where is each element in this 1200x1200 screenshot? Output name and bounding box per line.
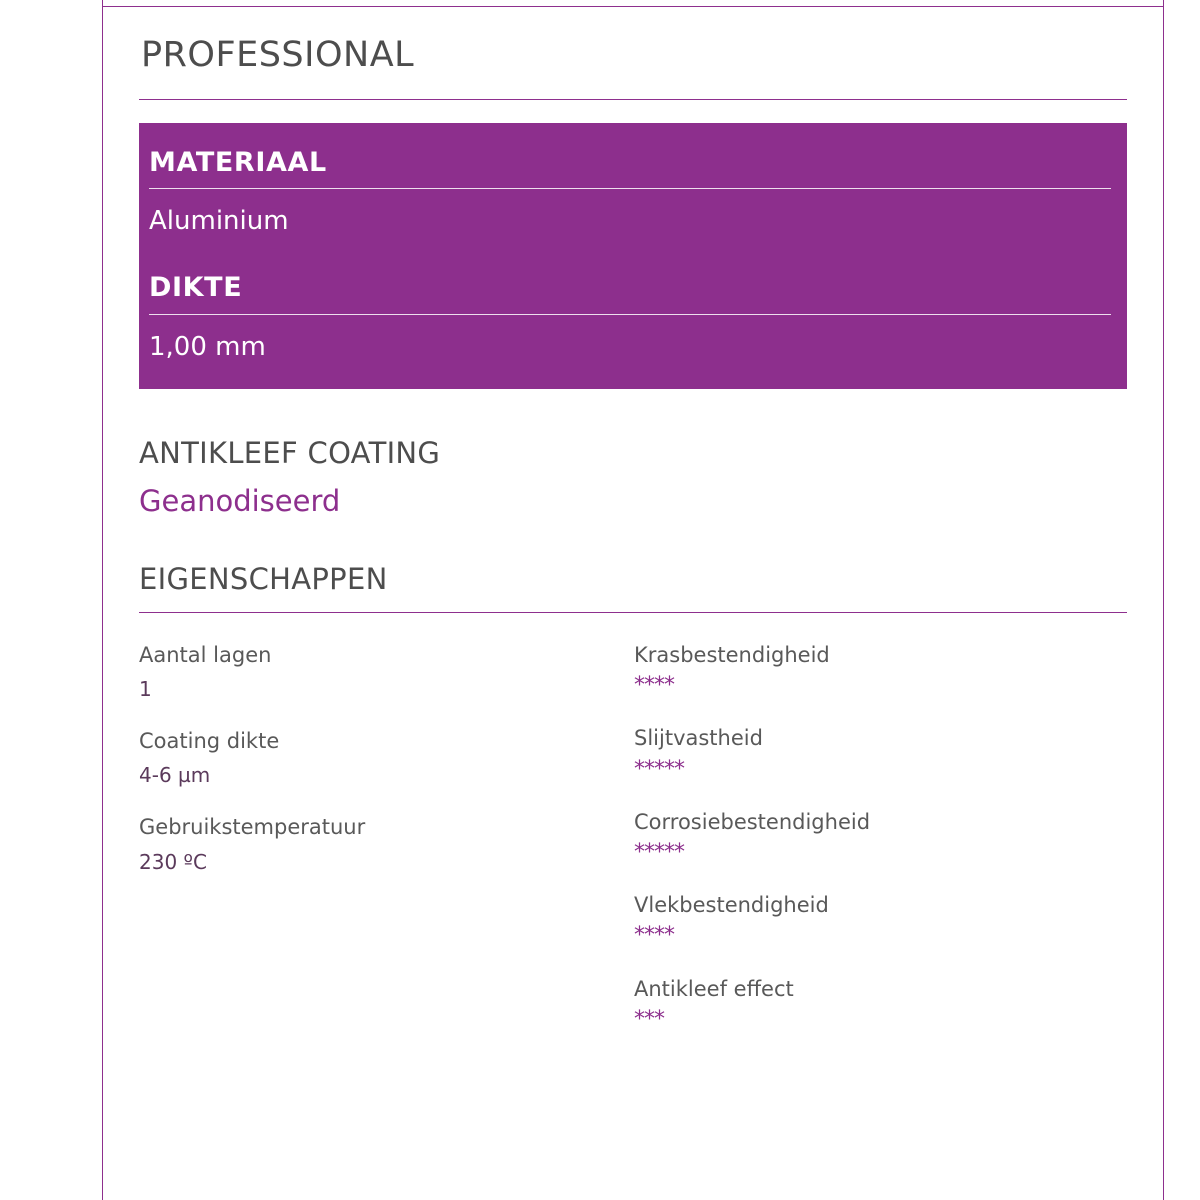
- property-item: [634, 726, 1127, 781]
- property-item: [634, 810, 1127, 865]
- content-area: [103, 0, 1163, 1200]
- property-rating-stars: ***: [634, 1006, 664, 1032]
- properties-column-right: [633, 643, 1127, 1060]
- property-value: 230 ºC: [139, 849, 207, 874]
- property-label: Krasbestendigheid: [634, 643, 830, 668]
- material-value: Aluminium: [149, 206, 289, 237]
- property-item: [634, 977, 1127, 1032]
- property-rating-stars: ****: [634, 923, 674, 949]
- property-label: Vlekbestendigheid: [634, 893, 829, 918]
- material-panel: [139, 123, 1127, 390]
- properties-heading: EIGENSCHAPPEN: [139, 561, 388, 596]
- property-label: Slijtvastheid: [634, 726, 763, 751]
- thickness-underline: [149, 314, 1111, 315]
- page-border-right: [1163, 0, 1164, 1200]
- material-underline: [149, 188, 1111, 189]
- title-divider: [139, 99, 1127, 100]
- property-rating-stars: *****: [634, 756, 684, 782]
- thickness-value: 1,00 mm: [149, 331, 266, 362]
- property-label: Gebruikstemperatuur: [139, 815, 366, 840]
- properties-column-left: [139, 643, 633, 1060]
- material-label: MATERIAAL: [149, 146, 327, 178]
- property-label: Coating dikte: [139, 729, 280, 754]
- property-label: Aantal lagen: [139, 643, 272, 668]
- coating-value: Geanodiseerd: [139, 484, 341, 519]
- property-item: [634, 643, 1127, 698]
- coating-label: ANTIKLEEF COATING: [139, 436, 441, 470]
- property-item: [139, 729, 633, 787]
- thickness-label: DIKTE: [149, 271, 243, 303]
- panel-spacer: [139, 238, 1127, 268]
- property-rating-stars: ****: [634, 673, 674, 699]
- properties-grid: [139, 643, 1127, 1060]
- property-label: Corrosiebestendigheid: [634, 809, 871, 834]
- property-item: [139, 643, 633, 701]
- property-label: Antikleef effect: [634, 976, 794, 1001]
- property-item: [634, 893, 1127, 948]
- page-title: PROFESSIONAL: [141, 35, 415, 75]
- property-item: [139, 815, 633, 873]
- property-rating-stars: *****: [634, 839, 684, 865]
- property-value: 1: [139, 677, 152, 702]
- property-value: 4-6 µm: [139, 763, 211, 788]
- properties-divider: [139, 612, 1127, 613]
